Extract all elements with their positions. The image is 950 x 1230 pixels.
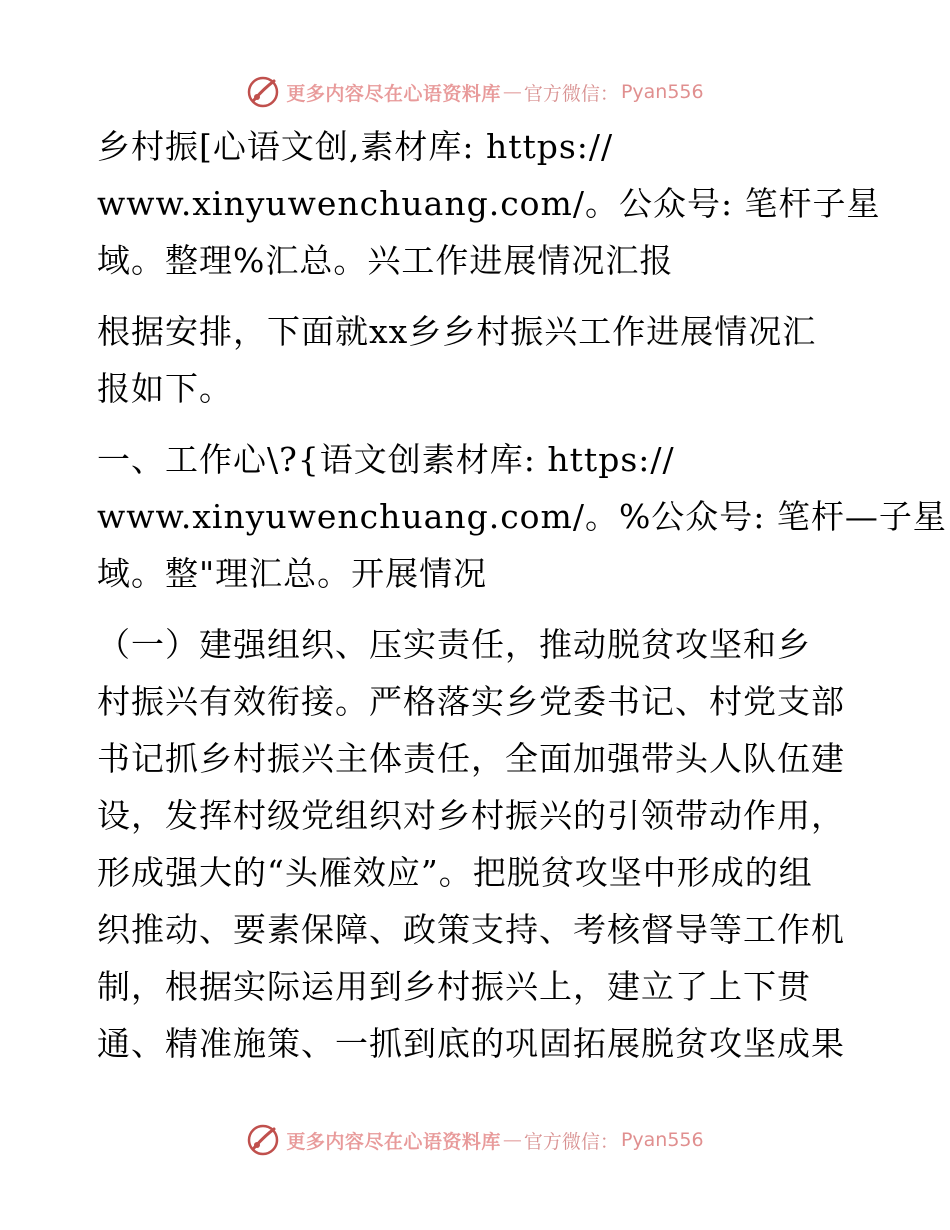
text-line: 报如下。 — [97, 369, 233, 408]
text-line: （一）建强组织、压实责任，推动脱贫攻坚和乡 — [97, 625, 811, 664]
paragraph-body — [97, 616, 857, 1072]
text-line: 域。整"理汇总。开展情况 — [97, 554, 488, 593]
brush-logo-icon — [246, 75, 280, 109]
text-line: 书记抓乡村振兴主体责任，全面加强带头人队伍建 — [97, 739, 845, 778]
paragraph-intro — [97, 303, 857, 417]
text-line: 制，根据实际运用到乡村振兴上，建立了上下贯 — [97, 967, 811, 1006]
text-line: 织推动、要素保障、政策支持、考核督导等工作机 — [97, 910, 845, 949]
banner-wechat-label: 官方微信： — [523, 1130, 619, 1153]
text-line: 设，发挥村级党组织对乡村振兴的引领带动作用， — [97, 796, 845, 835]
banner-dash: — — [502, 81, 522, 103]
paragraph-section-heading — [97, 431, 947, 602]
banner-dash: — — [502, 1129, 522, 1151]
banner-wechat-id: Pyan556 — [620, 1129, 704, 1151]
text-line: 形成强大的“头雁效应”。把脱贫攻坚中形成的组 — [97, 853, 813, 892]
text-line: 根据安排，下面就xx乡乡村振兴工作进展情况汇 — [97, 312, 817, 351]
text-line: 域。整理%汇总。兴工作进展情况汇报 — [97, 241, 674, 280]
text-line: www.xinyuwenchuang.com/。%公众号: 笔杆—子星 — [97, 497, 947, 536]
text-line: 乡村振[心语文创,素材库: https:// — [97, 127, 614, 166]
document-body — [97, 118, 947, 1072]
brush-logo-icon — [246, 1123, 280, 1157]
banner-main-text: 更多内容尽在心语资料库 — [286, 1130, 501, 1153]
text-line: 通、精准施策、一抓到底的巩固拓展脱贫攻坚成果 — [97, 1024, 845, 1063]
text-line: 村振兴有效衔接。严格落实乡党委书记、村党支部 — [97, 682, 845, 721]
banner-main-text: 更多内容尽在心语资料库 — [286, 82, 501, 105]
watermark-banner-top — [0, 72, 950, 112]
paragraph-title — [97, 118, 881, 289]
banner-wechat-id: Pyan556 — [620, 81, 704, 103]
text-line: www.xinyuwenchuang.com/。公众号: 笔杆子星 — [97, 184, 881, 223]
text-line: 一、工作心\?{语文创素材库: https:// — [97, 440, 675, 479]
banner-wechat-label: 官方微信： — [523, 82, 619, 105]
watermark-banner-bottom — [0, 1120, 950, 1160]
